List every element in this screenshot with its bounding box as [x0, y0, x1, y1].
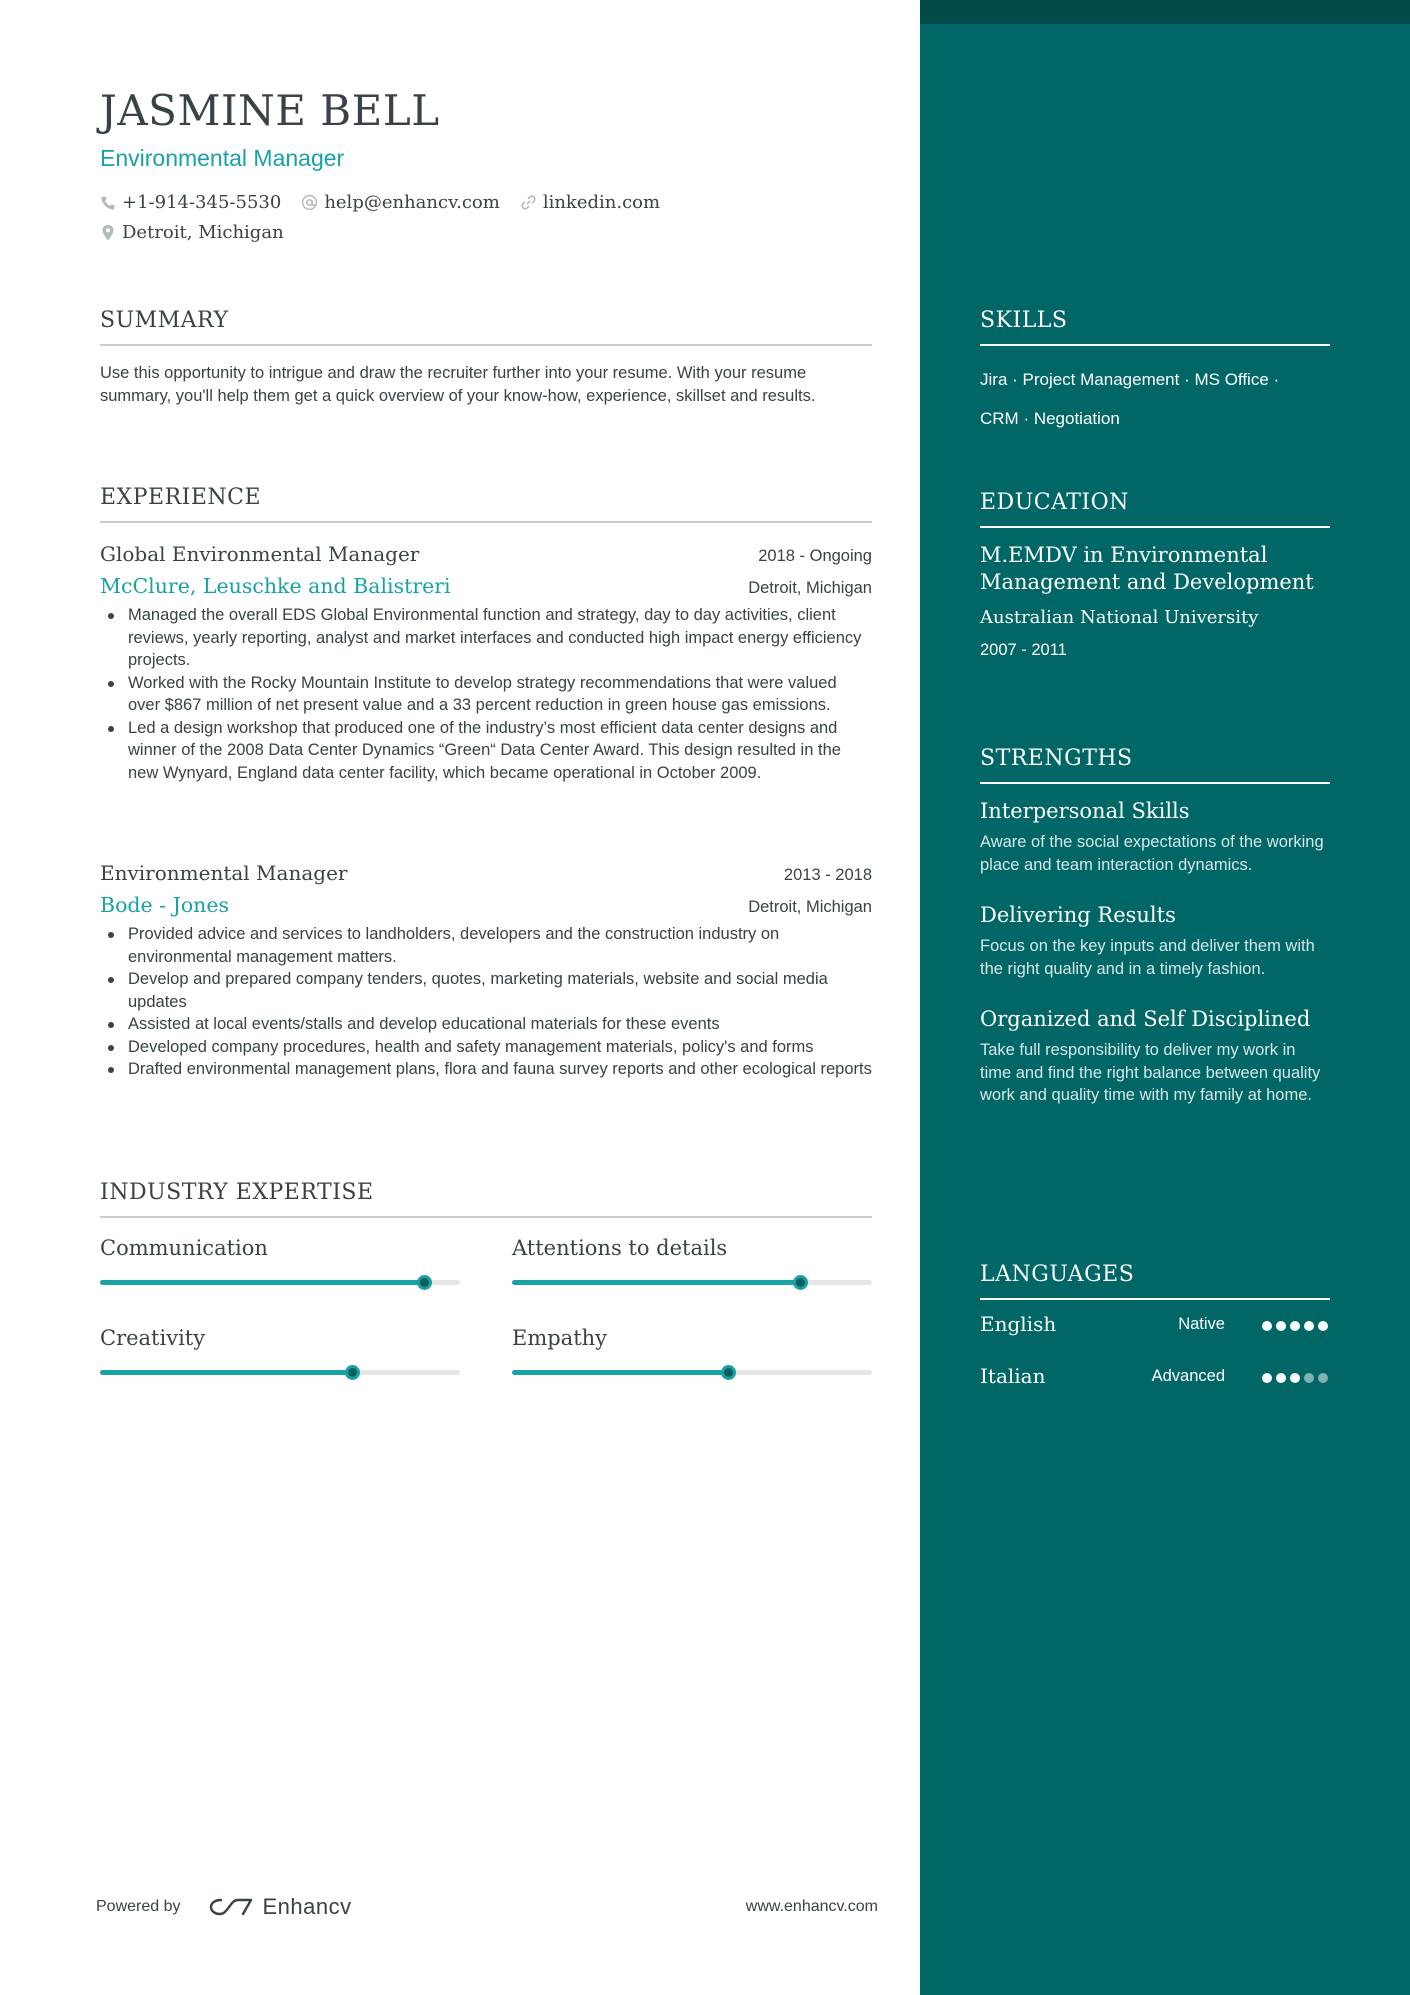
summary-heading: SUMMARY [100, 308, 872, 346]
language-dot-filled [1304, 1321, 1314, 1331]
brand-name: Enhancv [262, 1894, 352, 1919]
strengths-section [980, 746, 1330, 1107]
strengths-heading: STRENGTHS [980, 746, 1330, 784]
expertise-bar-fill [100, 1280, 424, 1285]
strength-item [980, 902, 1330, 980]
strength-title: Organized and Self Disciplined [980, 1007, 1311, 1031]
expertise-item [512, 1236, 872, 1260]
education-dates: 2007 - 2011 [980, 641, 1067, 659]
summary-section [100, 308, 872, 408]
education-heading: EDUCATION [980, 490, 1330, 528]
strength-title: Interpersonal Skills [980, 799, 1190, 823]
job-bullet: Drafted environmental management plans, flora and fauna survey reports and other ecological reports [100, 1058, 872, 1081]
expertise-section [100, 1180, 872, 1218]
language-dot-filled [1262, 1373, 1272, 1383]
expertise-label: Attentions to details [512, 1236, 728, 1260]
job-bullet: Develop and prepared company tenders, quotes, marketing materials, website and social media updates [100, 968, 872, 1013]
job-title: Global Environmental Manager [100, 542, 420, 566]
language-dot-filled [1318, 1321, 1328, 1331]
language-dot-filled [1290, 1321, 1300, 1331]
expertise-bar-fill [100, 1370, 352, 1375]
language-dots [1258, 1373, 1328, 1383]
language-level: Native [1178, 1315, 1225, 1333]
language-dot-filled [1276, 1373, 1286, 1383]
contact-row [100, 192, 680, 213]
expertise-heading: INDUSTRY EXPERTISE [100, 1180, 872, 1218]
link-text[interactable]: linkedin.com [542, 192, 661, 213]
contact-location [100, 222, 284, 243]
footer [96, 1894, 878, 1920]
expertise-item [100, 1326, 460, 1350]
footer-brand[interactable] [96, 1894, 352, 1920]
contact-email[interactable] [301, 192, 500, 213]
language-dot-filled [1262, 1321, 1272, 1331]
job-company-row [100, 893, 872, 917]
expertise-bar [100, 1280, 460, 1285]
expertise-label: Communication [100, 1236, 268, 1260]
skills-heading: SKILLS [980, 308, 1330, 346]
job-entry [100, 861, 872, 1081]
phone-icon [100, 195, 116, 211]
phone-text: +1-914-345-5530 [122, 192, 282, 213]
strength-item [980, 798, 1330, 876]
expertise-label: Creativity [100, 1326, 206, 1350]
enhancv-logo-icon [207, 1895, 255, 1919]
location-pin-icon [100, 224, 116, 242]
language-level: Advanced [1151, 1367, 1225, 1385]
summary-text: Use this opportunity to intrigue and draw the recruiter further into your resume. With your resume summary, you'll help them get a quick overview of your know-how, experience, skillset and results. [100, 364, 816, 405]
job-bullet: Provided advice and services to landholders, developers and the construction industry on environmental management matters. [100, 923, 872, 968]
job-title: Environmental Manager [100, 861, 348, 885]
expertise-label: Empathy [512, 1326, 608, 1350]
job-bullets [100, 604, 872, 784]
expertise-item [512, 1326, 872, 1350]
school-name: Australian National University [980, 607, 1259, 628]
skills-list [980, 360, 1330, 438]
job-header-row [100, 861, 872, 885]
degree-title: M.EMDV in Environmental Management and Development [980, 543, 1314, 594]
language-dot-filled [1290, 1373, 1300, 1383]
location-text: Detroit, Michigan [122, 222, 284, 243]
at-icon [301, 194, 318, 211]
job-dates: 2013 - 2018 [783, 866, 872, 884]
experience-heading: EXPERIENCE [100, 485, 872, 523]
languages-section [980, 1262, 1330, 1406]
expertise-bar-knob [417, 1275, 432, 1290]
language-name: Italian [980, 1364, 1046, 1388]
language-dots [1258, 1321, 1328, 1331]
sidebar-topbar [920, 0, 1410, 24]
skills-section [980, 308, 1330, 438]
skills-line: Jira · Project Management · MS Office · [980, 370, 1280, 389]
job-dates: 2018 - Ongoing [758, 547, 872, 565]
expertise-bar [100, 1370, 460, 1375]
strength-description: Focus on the key inputs and deliver them with the right quality and in a timely fashion. [980, 937, 1315, 978]
strength-item [980, 1006, 1330, 1107]
candidate-title: Environmental Manager [100, 145, 345, 171]
language-dot-empty [1304, 1373, 1314, 1383]
link-icon [520, 194, 537, 211]
contact-phone [100, 192, 281, 213]
job-header-row [100, 542, 872, 566]
sidebar [920, 0, 1410, 1995]
expertise-bar-knob [345, 1365, 360, 1380]
contact-link[interactable] [520, 192, 660, 213]
experience-section [100, 485, 872, 523]
job-entry [100, 542, 872, 784]
skills-line: CRM · Negotiation [980, 409, 1120, 428]
job-bullet: Led a design workshop that produced one of the industry’s most efficient data center designs and winner of the 2008 Data Center Dynamics “Green“ Data Center Award. This design resulted in the new Wynyard, England data center facility, which became operational in October 2009. [100, 717, 872, 785]
job-company-row [100, 574, 872, 598]
email-text[interactable]: help@enhancv.com [324, 192, 500, 213]
job-company: Bode - Jones [100, 893, 230, 917]
education-section [980, 490, 1330, 660]
strength-description: Take full responsibility to deliver my work in time and find the right balance between quality work and quality time with my family at home. [980, 1041, 1321, 1104]
language-dot-empty [1318, 1373, 1328, 1383]
job-company: McClure, Leuschke and Balistreri [100, 574, 451, 598]
language-item [980, 1354, 1330, 1406]
strength-title: Delivering Results [980, 903, 1176, 927]
powered-by-text: Powered by [96, 1898, 181, 1915]
language-name: English [980, 1312, 1057, 1336]
expertise-bar [512, 1370, 872, 1375]
strength-description: Aware of the social expectations of the working place and team interaction dynamics. [980, 833, 1324, 874]
expertise-item [100, 1236, 460, 1260]
expertise-bar-fill [512, 1370, 728, 1375]
language-item [980, 1302, 1330, 1354]
job-location: Detroit, Michigan [748, 898, 872, 916]
job-bullet: Worked with the Rocky Mountain Institute to develop strategy recommendations that were valued over $867 million of net present value and a 33 percent reduction in green house gas emissions. [100, 672, 872, 717]
location-row [100, 222, 304, 243]
language-dot-filled [1276, 1321, 1286, 1331]
footer-url[interactable]: www.enhancv.com [745, 1898, 878, 1915]
expertise-bar-fill [512, 1280, 800, 1285]
languages-heading: LANGUAGES [980, 1262, 1330, 1300]
expertise-bar-knob [721, 1365, 736, 1380]
job-location: Detroit, Michigan [748, 579, 872, 597]
job-bullets [100, 923, 872, 1081]
candidate-name: JASMINE BELL [100, 86, 440, 135]
expertise-bar-knob [793, 1275, 808, 1290]
job-bullet: Developed company procedures, health and safety management materials, policy's and forms [100, 1036, 872, 1059]
job-bullet: Managed the overall EDS Global Environmental function and strategy, day to day activities, client reviews, yearly reporting, analyst and market interfaces and conducted high impact energy efficiency projects. [100, 604, 872, 672]
job-bullet: Assisted at local events/stalls and develop educational materials for these events [100, 1013, 872, 1036]
expertise-bar [512, 1280, 872, 1285]
